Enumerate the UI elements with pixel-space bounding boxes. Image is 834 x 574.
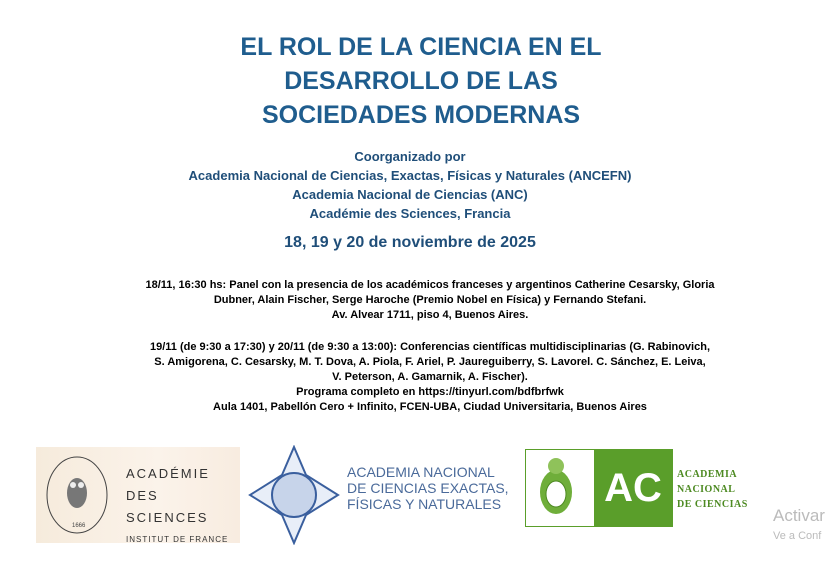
academie-des-sciences-logo: [36, 447, 240, 543]
logo-subtext: INSTITUT DE FRANCE: [126, 535, 229, 544]
logo-text: DE CIENCIAS: [677, 499, 748, 510]
logo-text: DE CIENCIAS EXACTAS,: [347, 480, 509, 496]
anc-mark: AC: [594, 450, 672, 526]
logo-text: ACADÉMIE: [126, 466, 210, 481]
logo-text: DES SCIENCES: [126, 488, 209, 525]
text-line: V. Peterson, A. Gamarnik, A. Fischer).: [332, 371, 528, 383]
logo-text: FÍSICAS Y NATURALES: [347, 496, 502, 512]
logo-text: NACIONAL: [677, 484, 736, 495]
page-title: [120, 30, 722, 132]
owl-seal-icon: [42, 453, 112, 537]
title-line: DESARROLLO DE LAS: [284, 67, 558, 95]
text-line: 18/11, 16:30 hs: Panel con la presencia de los académicos franceses y argentinos Catherine Cesarsky, Gloria: [145, 279, 715, 291]
title-line: EL ROL DE LA CIENCIA EN EL: [240, 33, 602, 61]
text-line: S. Amigorena, C. Cesarsky, M. T. Dova, A. Piola, F. Ariel, P. Jaureguiberry, S. Lavorel. C. Sánchez, E. Leiva,: [154, 356, 706, 368]
activation-watermark-sub: Ve a Conf: [773, 530, 822, 542]
seal-year: 1666: [72, 523, 86, 529]
title-line: SOCIEDADES MODERNAS: [261, 101, 581, 129]
ancefn-seal-icon: [248, 445, 340, 545]
text-line: Dubner, Alain Fischer, Serge Haroche (Premio Nobel en Física) y Fernando Stefani.: [213, 294, 647, 306]
ancefn-logo-text: [347, 464, 509, 512]
logo-text: ACADEMIA NACIONAL: [347, 464, 495, 480]
argentina-coat-of-arms-icon: [532, 454, 580, 522]
logo-text: ACADEMIA: [677, 469, 738, 480]
program-link[interactable]: Programa completo en https://tinyurl.com/bdfbrfwk: [296, 386, 564, 398]
text-line: Aula 1401, Pabellón Cero + Infinito, FCEN-UBA, Ciudad Universitaria, Buenos Aires: [213, 401, 647, 413]
coorganizers: [120, 147, 700, 223]
event-dates: 18, 19 y 20 de noviembre de 2025: [284, 234, 536, 251]
activation-watermark: Activar: [773, 506, 825, 525]
organizer: Académie des Sciences, Francia: [309, 206, 511, 221]
organizer: Academia Nacional de Ciencias (ANC): [292, 187, 528, 202]
panel-info: [100, 278, 760, 323]
anc-logo-text: [677, 467, 748, 512]
organizer: Academia Nacional de Ciencias, Exactas, Físicas y Naturales (ANCEFN): [188, 168, 632, 183]
text-line: Av. Alvear 1711, piso 4, Buenos Aires.: [331, 309, 529, 321]
anc-logo: [525, 449, 673, 527]
conferences-info: [100, 340, 760, 415]
coorganized-label: Coorganizado por: [354, 149, 466, 164]
text-line: 19/11 (de 9:30 a 17:30) y 20/11 (de 9:30 a 13:00): Conferencias científicas multidisciplinarias (G. Rabinovich,: [149, 341, 711, 353]
